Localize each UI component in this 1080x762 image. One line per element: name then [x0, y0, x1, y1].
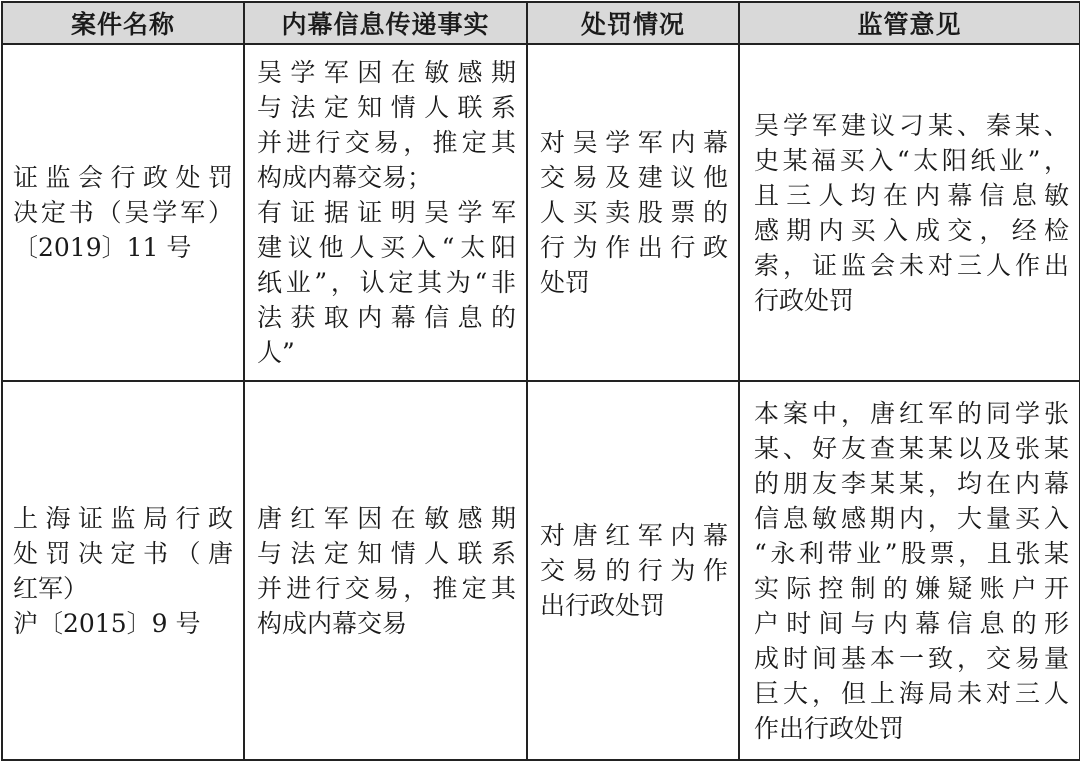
- penalty-cell: [527, 381, 739, 760]
- table-row: [2, 381, 1080, 760]
- text-line: 感期内买入成交，经检: [754, 215, 1069, 245]
- text-line: “永利带业”股票，且张某: [754, 538, 1069, 568]
- text-line: 行为作出行政: [540, 233, 728, 262]
- text-line: 沪〔2015〕9 号: [13, 608, 201, 638]
- text-line: 与法定知情人联系: [257, 538, 516, 568]
- text-line: 巨大，但上海局未对三人: [754, 678, 1069, 708]
- text-line: 信息敏感期内，大量买入: [754, 503, 1069, 533]
- text-line: 且三人均在内幕信息敏: [754, 180, 1069, 210]
- text-line: 并进行交易，推定其: [257, 573, 516, 603]
- text-line: 交易及建议他: [540, 163, 728, 192]
- text-line: 人买卖股票的: [540, 198, 728, 227]
- text-line: 构成内幕交易: [257, 608, 408, 638]
- text-line: 对吴学军内幕: [540, 128, 728, 157]
- text-line: 实际控制的嫌疑账户开: [754, 573, 1069, 603]
- text-line: 吴学军建议刁某、秦某、: [754, 110, 1069, 140]
- text-line: 户时间与内幕信息的形: [754, 608, 1069, 638]
- case-name-cell: [2, 381, 244, 760]
- text-line: 吴学军因在敏感期: [257, 58, 516, 87]
- text-line: 有证据证明吴学军: [257, 198, 516, 227]
- table-row: [2, 44, 1080, 381]
- header-penalty: 处罚情况: [527, 2, 739, 44]
- regulatory-opinion-cell: [739, 381, 1080, 760]
- text-line: 红军）: [13, 573, 89, 603]
- penalty-cell: [527, 44, 739, 381]
- text-line: 的朋友李某某，均在内幕: [754, 468, 1069, 498]
- text-line: 对唐红军内幕: [540, 521, 728, 550]
- header-row: [2, 2, 1080, 44]
- text-line: 上海证监局行政: [13, 503, 233, 533]
- text-line: 证监会行政处罚: [13, 163, 233, 192]
- text-line: 法获取内幕信息的: [257, 303, 516, 332]
- text-line: 处罚决定书（唐: [13, 538, 233, 568]
- header-case-name: 案件名称: [2, 2, 244, 44]
- regulatory-opinion-cell: [739, 44, 1080, 381]
- text-line: 交易的行为作: [540, 556, 728, 585]
- text-line: 某、好友查某某以及张某: [754, 433, 1069, 463]
- header-insider-fact: 内幕信息传递事实: [244, 2, 527, 44]
- text-line: 纸业”，认定其为“非: [257, 268, 516, 297]
- text-line: 处罚: [540, 268, 591, 297]
- text-line: 人”: [257, 338, 295, 367]
- text-line: 索，证监会未对三人作出: [754, 250, 1069, 280]
- text-line: 成时间基本一致，交易量: [754, 643, 1069, 673]
- text-line: 唐红军因在敏感期: [257, 503, 516, 533]
- text-line: 本案中，唐红军的同学张: [754, 398, 1069, 428]
- text-line: 构成内幕交易；: [257, 163, 433, 192]
- text-line: 史某福买入“太阳纸业”，: [754, 145, 1069, 175]
- text-line: 决定书（吴学军）: [13, 198, 233, 227]
- insider-fact-cell: [244, 381, 527, 760]
- text-line: 并进行交易，推定其: [257, 128, 516, 157]
- regulation-table: [1, 1, 1080, 761]
- text-line: 作出行政处罚: [754, 713, 905, 743]
- text-line: 建议他人买入“太阳: [257, 233, 516, 262]
- case-name-cell: [2, 44, 244, 381]
- header-regulatory-opinion: 监管意见: [739, 2, 1080, 44]
- insider-fact-cell: [244, 44, 527, 381]
- text-line: 出行政处罚: [540, 591, 666, 620]
- text-line: 与法定知情人联系: [257, 93, 516, 122]
- text-line: 〔2019〕11 号: [13, 233, 192, 262]
- text-line: 行政处罚: [754, 285, 855, 315]
